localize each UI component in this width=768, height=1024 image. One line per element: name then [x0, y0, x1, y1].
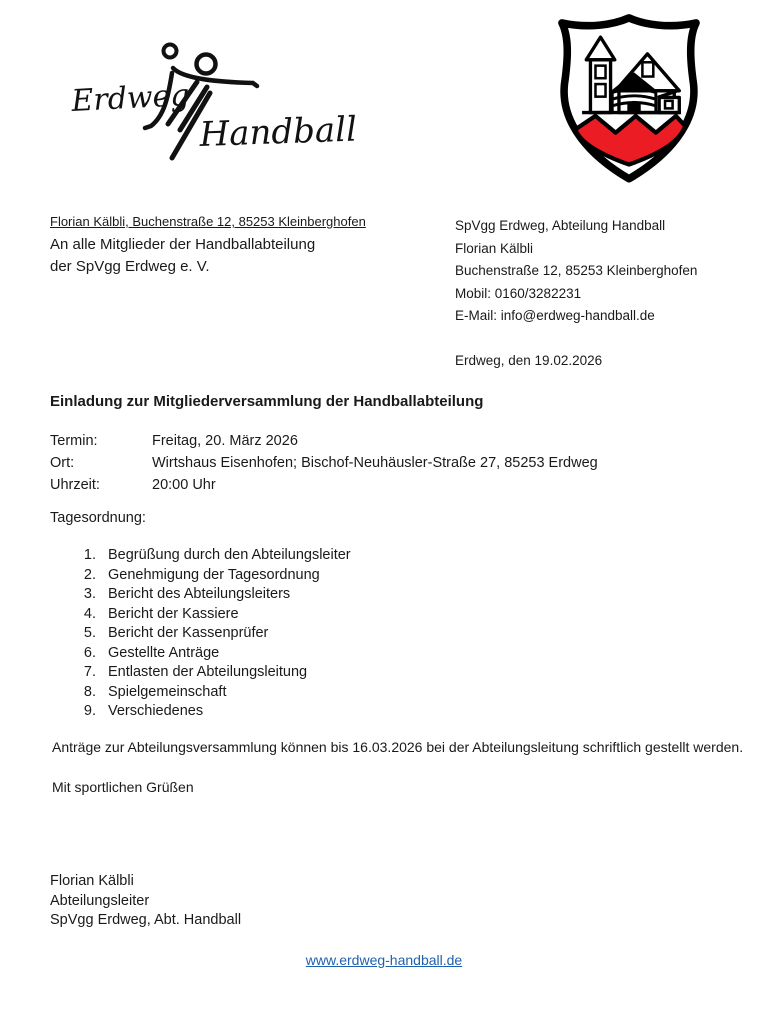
- agenda-list: [50, 546, 351, 722]
- contact-line: Mobil: 0160/3282231: [455, 285, 582, 301]
- date-line: Erdweg, den 19.02.2026: [455, 353, 603, 368]
- footer-link[interactable]: www.erdweg-handball.de: [305, 952, 463, 968]
- detail-row: [50, 452, 598, 474]
- agenda-title: Tagesordnung:: [50, 510, 146, 526]
- recipient-block: [50, 234, 315, 278]
- detail-value: Wirtshaus Eisenhofen; Bischof-Neuhäusler-Straße 27, 85253 Erdweg: [152, 455, 598, 471]
- agenda-item: 1. Begrüßung durch den Abteilungsleiter: [100, 546, 351, 566]
- club-logo: [50, 18, 370, 168]
- closing-line: Mit sportlichen Grüßen: [52, 779, 194, 795]
- contact-block: [455, 215, 697, 328]
- agenda-item: 6. Gestellte Anträge: [100, 644, 351, 664]
- agenda-item: 3. Bericht des Abteilungsleiters: [100, 585, 351, 605]
- detail-label: Ort:: [50, 455, 75, 471]
- recipient-line: der SpVgg Erdweg e. V.: [50, 258, 210, 275]
- agenda-item: 2. Genehmigung der Tagesordnung: [100, 566, 351, 586]
- detail-value: 20:00 Uhr: [152, 477, 216, 493]
- footer: [0, 952, 768, 968]
- note-paragraph: Anträge zur Abteilungsversammlung können bis 16.03.2026 bei der Abteilungsleitung schriftlich gestellt werden.: [52, 739, 744, 755]
- recipient-line: An alle Mitglieder der Handballabteilung: [50, 236, 316, 253]
- signature-line: Abteilungsleiter: [50, 892, 150, 909]
- detail-value: Freitag, 20. März 2026: [152, 433, 298, 449]
- meeting-details: [50, 430, 598, 496]
- signature-line: Florian Kälbli: [50, 873, 134, 889]
- signature-block: [50, 872, 241, 931]
- contact-line: Buchenstraße 12, 85253 Kleinberghofen: [455, 263, 698, 278]
- contact-line: SpVgg Erdweg, Abteilung Handball: [455, 218, 666, 233]
- logo-word-erdweg: Erdweg: [70, 77, 191, 119]
- detail-label: Termin:: [50, 433, 98, 449]
- agenda-item: 5. Bericht der Kassenprüfer: [100, 624, 351, 644]
- agenda-item: 8. Spielgemeinschaft: [100, 683, 351, 703]
- subject-line: Einladung zur Mitgliederversammlung der Handballabteilung: [50, 393, 484, 410]
- erdweg-coat-of-arms-icon: [545, 12, 713, 188]
- detail-label: Uhrzeit:: [50, 477, 100, 493]
- detail-row: [50, 430, 598, 452]
- agenda-item: 7. Entlasten der Abteilungsleitung: [100, 663, 351, 683]
- contact-line: Florian Kälbli: [455, 240, 534, 256]
- agenda-item: 4. Bericht der Kassiere: [100, 605, 351, 625]
- contact-line: E-Mail: info@erdweg-handball.de: [455, 308, 655, 323]
- detail-row: [50, 474, 598, 496]
- agenda-item: 9. Verschiedenes: [100, 702, 351, 722]
- sender-address-line: Florian Kälbli, Buchenstraße 12, 85253 Kleinberghofen: [50, 214, 366, 229]
- signature-line: SpVgg Erdweg, Abt. Handball: [50, 912, 242, 928]
- logo-word-handball: Handball: [198, 109, 358, 155]
